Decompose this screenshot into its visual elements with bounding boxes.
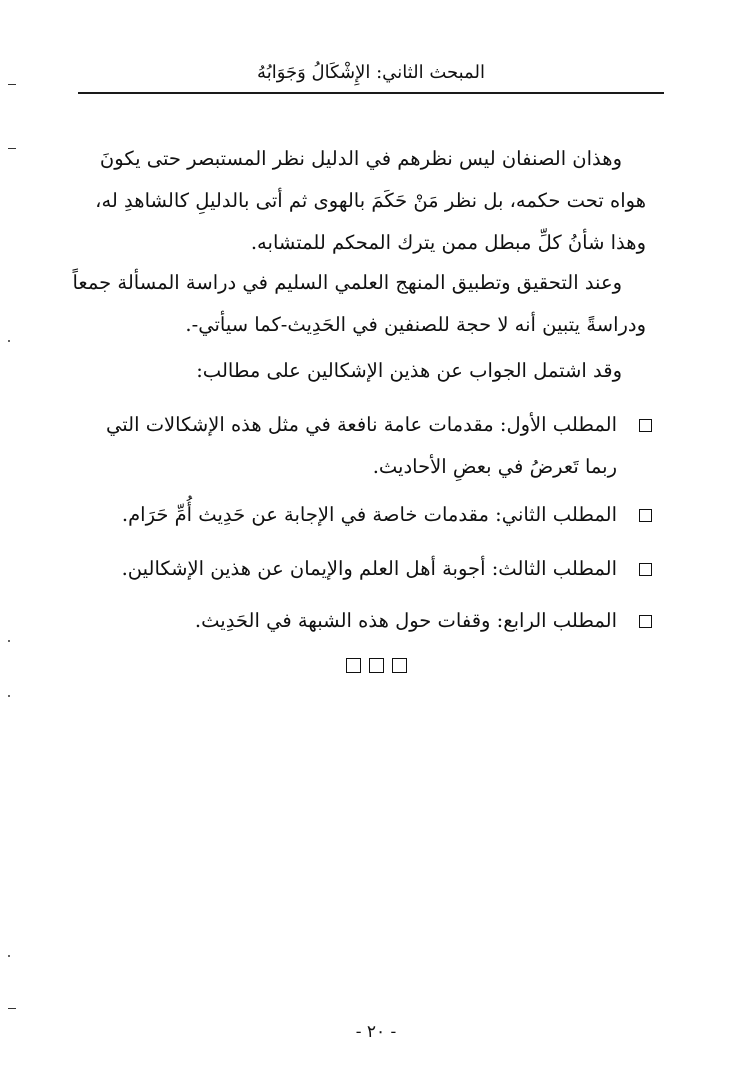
list-item-text: المطلب الرابع: وقفات حول هذه الشبهة في الحَدِيث.: [194, 609, 617, 632]
list-item: [72, 494, 652, 536]
checkbox-bullet-icon: [639, 419, 652, 432]
paragraph: [72, 350, 646, 392]
page-number: - ٢٠ -: [355, 1022, 397, 1042]
running-header: المبحث الثاني: الإِشْكَالُ وَجَوَابُهُ: [257, 62, 485, 83]
checkbox-bullet-icon: [639, 509, 652, 522]
paragraph: [72, 138, 646, 264]
intro-text: وقد اشتمل الجواب عن هذين الإشكالين على مطالب:: [196, 359, 622, 382]
scan-margin-mark: [8, 1008, 16, 1009]
scan-margin-mark: [8, 148, 16, 149]
scan-margin-dot: [8, 955, 10, 957]
scan-margin-dot: [8, 340, 10, 342]
section-separator: [346, 658, 407, 673]
list-item-text: المطلب الثالث: أجوبة أهل العلم والإيمان عن هذين الإشكالين.: [121, 557, 617, 580]
checkbox-bullet-icon: [639, 615, 652, 628]
scan-margin-mark: [8, 84, 16, 85]
paragraph: [72, 262, 646, 346]
separator-square-icon: [369, 658, 384, 673]
list-item-text: المطلب الثاني: مقدمات خاصة في الإجابة عن حَدِيث أُمِّ حَرَام.: [121, 503, 617, 526]
scan-margin-dot: [8, 695, 10, 697]
paragraph-text: وهذان الصنفان ليس نظرهم في الدليل نظر المستبصر حتى يكونَ هواه تحت حكمه، بل نظر مَنْ حَكَمَ بالهوى ثم أتى بالدليلِ كالشاهدِ له، وهذا شأنُ كلِّ مبطل ممن يترك المحكم للمتشابه.: [95, 147, 646, 254]
scan-margin-dot: [8, 640, 10, 642]
list-item: [72, 404, 652, 488]
list-item-text: المطلب الأول: مقدمات عامة نافعة في مثل هذه الإشكالات التي ربما تَعرضُ في بعضِ الأحاديث.: [106, 413, 617, 478]
separator-square-icon: [346, 658, 361, 673]
paragraph-text: وعند التحقيق وتطبيق المنهج العلمي السليم في دراسة المسألة جمعاً ودراسةً يتبين أنه لا حجة للصنفين في الحَدِيث-كما سيأتي-.: [72, 271, 646, 336]
separator-square-icon: [392, 658, 407, 673]
checkbox-bullet-icon: [639, 563, 652, 576]
list-item: [72, 600, 652, 642]
header-rule: [78, 92, 664, 94]
list-item: [72, 548, 652, 590]
